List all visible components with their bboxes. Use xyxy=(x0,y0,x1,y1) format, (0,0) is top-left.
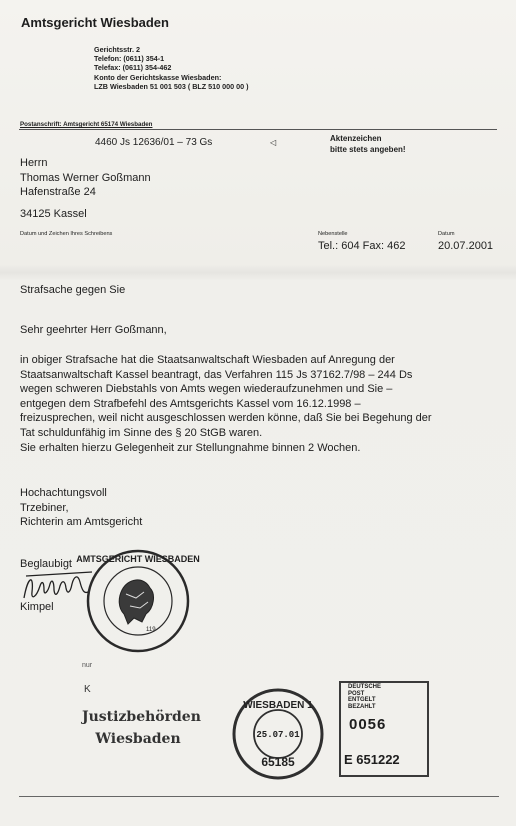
body-line: Staatsanwaltschaft Kassel beantragt, das Verfahren 115 Js 37162.7/98 – 244 Ds xyxy=(20,368,413,381)
letter-subject: Strafsache gegen Sie xyxy=(20,284,126,296)
your-reference-label: Datum und Zeichen Ihres Schreibens xyxy=(20,231,113,237)
recipient-name: Thomas Werner Goßmann xyxy=(20,171,151,184)
recipient-city: 34125 Kassel xyxy=(20,208,87,220)
body-line: freizusprechen, weil nicht ausgeschlossen werden könne, daß Sie bei Begehung der xyxy=(20,412,432,425)
body-line: Tat schuldunfähig im Sinne des § 20 StGB waren. xyxy=(20,426,263,439)
footer-divider xyxy=(19,796,499,797)
meter-amount: 0056 xyxy=(343,716,387,733)
court-seal-icon xyxy=(76,548,200,654)
postal-address-line: Postanschrift: Amtsgericht 65174 Wiesbaden xyxy=(20,121,153,128)
closing-regards: Hochachtungsvoll xyxy=(20,487,107,499)
recipient-address xyxy=(20,156,151,200)
reference-note xyxy=(330,134,406,155)
justice-stamp-line1: Justizbehörden xyxy=(82,709,201,725)
meter-line: DEUTSCHE xyxy=(348,684,382,690)
handwritten-initial: K xyxy=(84,684,91,695)
meter-header xyxy=(348,684,381,710)
court-contact-block xyxy=(94,45,249,91)
postmark-city: WIESBADEN 1 xyxy=(243,700,313,711)
handwritten-note: nur xyxy=(82,662,93,669)
extension-label: Nebenstelle xyxy=(318,231,348,237)
certification-label: Beglaubigt xyxy=(20,558,72,570)
body-line: entgegen dem Strafbefehl des Amtsgerichts Kassel vom 16.12.1998 – xyxy=(20,397,361,410)
recipient-street: Hafenstraße 24 xyxy=(20,186,96,198)
reference-note-line2: bitte stets angeben! xyxy=(330,144,406,154)
seal-text: AMTSGERICHT WIESBADEN xyxy=(76,554,200,564)
recipient-salutation: Herrn xyxy=(20,157,48,169)
closing-role: Richterin am Amtsgericht xyxy=(20,516,143,529)
letter-date: 20.07.2001 xyxy=(438,240,494,252)
postmark-date: 25.07.01 xyxy=(256,730,300,740)
letter-greeting: Sehr geehrter Herr Goßmann, xyxy=(20,324,167,336)
reference-marker-icon: ◁ xyxy=(270,138,277,147)
reference-note-line1: Aktenzeichen xyxy=(330,134,382,143)
body-line: wegen schweren Diebstahls von Amts wegen wiederaufzunehmen und Sie – xyxy=(20,383,393,396)
justice-office-stamp xyxy=(82,706,201,750)
court-fax: Telefax: (0611) 354-462 xyxy=(94,63,172,73)
court-name: Amtsgericht Wiesbaden xyxy=(21,15,169,30)
certifier-name: Kimpel xyxy=(20,601,54,613)
header-divider xyxy=(19,129,497,130)
extension-value: Tel.: 604 Fax: 462 xyxy=(318,240,406,252)
closing-block xyxy=(20,486,142,530)
seal-number: 119 xyxy=(146,627,156,633)
file-reference: 4460 Js 12636/01 – 73 Gs xyxy=(95,137,213,148)
meter-line: BEZAHLT xyxy=(348,703,376,710)
bank-details: LZB Wiesbaden 51 001 503 ( BLZ 510 000 00 ) xyxy=(94,81,249,91)
body-line: Sie erhalten hierzu Gelegenheit zur Stellungnahme binnen 2 Wochen. xyxy=(20,441,361,454)
meter-number: E 651222 xyxy=(344,752,400,767)
closing-signer: Trzebiner, xyxy=(20,501,69,514)
court-phone: Telefon: (0611) 354-1 xyxy=(94,54,165,64)
meter-line: ENTGELT xyxy=(348,697,376,703)
bank-label: Konto der Gerichtskasse Wiesbaden: xyxy=(94,72,222,82)
justice-stamp-line2: Wiesbaden xyxy=(95,731,181,747)
meter-line: POST xyxy=(348,690,365,697)
court-address: Gerichtsstr. 2 xyxy=(94,45,140,54)
date-label: Datum xyxy=(438,231,455,237)
body-line: in obiger Strafsache hat die Staatsanwaltschaft Wiesbaden auf Anregung der xyxy=(20,354,395,366)
letter-body xyxy=(20,353,432,455)
postmark-icon xyxy=(230,686,326,782)
postmark-zip: 65185 xyxy=(261,755,295,769)
